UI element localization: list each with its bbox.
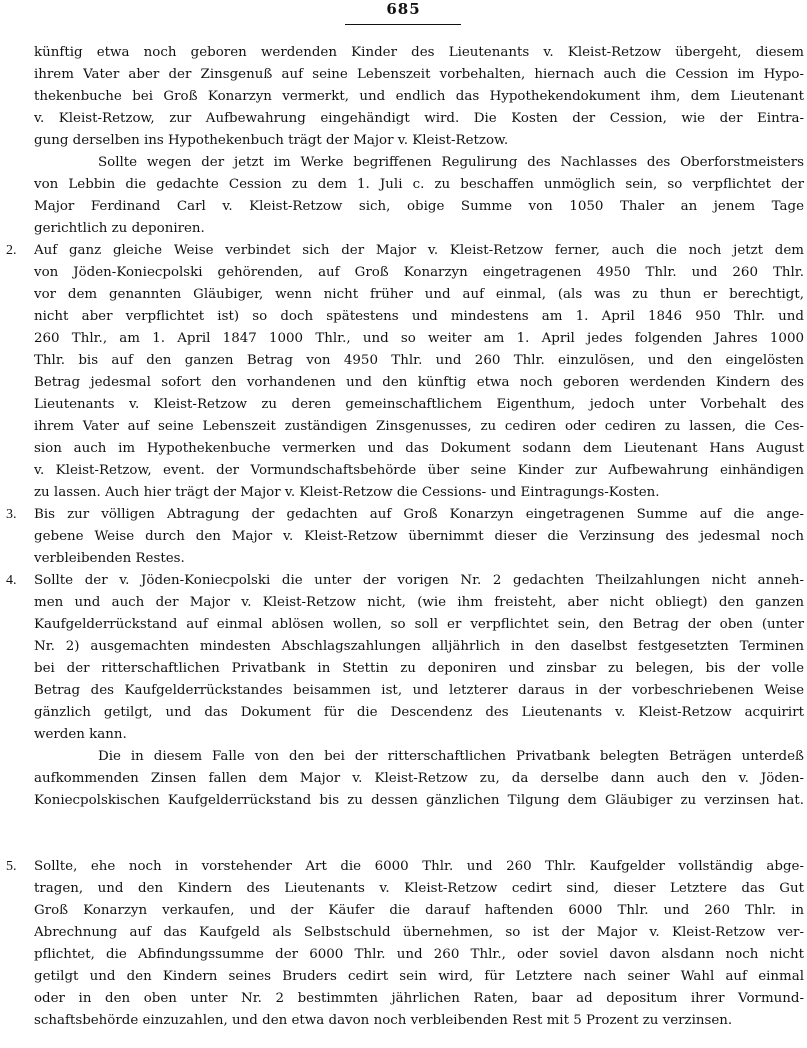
text-line: von Lebbin die gedachte Cession zu dem 1. Juli c. zu beschaffen unmöglich sein, so verpflichtet der (34, 177, 804, 192)
text-line: Lieutenants v. Kleist-Retzow zu deren gemeinschaftlichem Eigenthum, jedoch unter Vorbehalt des (34, 397, 804, 412)
page-number: 685 (386, 0, 421, 18)
text-line: ihrem Vater auf seine Lebenszeit zuständigen Zinsgenusses, zu cediren oder cediren zu lassen, die Ces- (34, 419, 804, 434)
text-line: gänzlich getilgt, und das Dokument für die Descendenz des Lieutenants v. Kleist-Retzow acquirirt (34, 705, 804, 720)
text-line: gerichtlich zu deponiren. (34, 221, 205, 236)
text-line: getilgt und den Kindern seines Bruders cedirt sein wird, für Letztere nach seiner Wahl auf einmal (34, 969, 804, 984)
text-line: bei der ritterschaftlichen Privatbank in Stettin zu deponiren und zinsbar zu belegen, bis der volle (34, 661, 804, 676)
text-line: 260 Thlr., am 1. April 1847 1000 Thlr., und so weiter am 1. April jedes folgenden Jahres 1000 (34, 331, 804, 346)
text-line: pflichtet, die Abfindungssumme der 6000 Thlr. und 260 Thlr., oder soviel davon alsdann noch nicht (34, 947, 804, 962)
text-line: oder in den oben unter Nr. 2 bestimmten jährlichen Raten, baar ad depositum ihrer Vormund- (34, 991, 804, 1006)
text-line: Betrag jedesmal sofort den vorhandenen und den künftig etwa noch geboren werdenden Kindern des (34, 375, 804, 390)
text-line: schaftsbehörde einzuzahlen, und den etwa davon noch verbleibenden Rest mit 5 Prozent zu verzinsen. (34, 1013, 733, 1028)
item-5-text (34, 856, 804, 1032)
text-line: ihrem Vater aber der Zinsgenuß auf seine Lebenszeit vorbehalten, hiernach auch die Cession im Hypo- (34, 67, 804, 82)
text-line: tragen, und den Kindern des Lieutenants v. Kleist-Retzow cedirt sind, dieser Letztere das Gut (34, 881, 804, 896)
text-line: Koniecpolskischen Kaufgelderrückstand bis zu dessen gänzlichen Tilgung dem Gläubiger zu verzinsen hat. (34, 793, 804, 808)
text-line: von Jöden-Koniecpolski gehörenden, auf Groß Konarzyn eingetragenen 4950 Thlr. und 260 Thlr. (34, 265, 804, 280)
paragraph-cession-end (34, 42, 804, 152)
text-line: verbleibenden Restes. (34, 551, 185, 566)
text-line: Bis zur völligen Abtragung der gedachten auf Groß Konarzyn eingetragenen Summe auf die ange- (34, 507, 804, 522)
text-line: Betrag des Kaufgelderrückstandes beisammen ist, und letzterer daraus in der vorbeschriebenen Weise (34, 683, 804, 698)
text-line: sion auch im Hypothekenbuche vermerken und das Dokument sodann dem Lieutenant Hans August (34, 441, 804, 456)
text-line: thekenbuche bei Groß Konarzyn vermerkt, und endlich das Hypothekendokument ihm, dem Lieutenant (34, 89, 804, 104)
header-rule (345, 24, 461, 25)
text-line: v. Kleist-Retzow, zur Aufbewahrung eingehändigt wird. Die Kosten der Cession, wie der Eintra- (34, 111, 804, 126)
text-line: Abrechnung auf das Kaufgeld als Selbstschuld übernehmen, so ist der Major v. Kleist-Retzow ver- (34, 925, 804, 940)
text-line: Sollte der v. Jöden-Koniecpolski die unter der vorigen Nr. 2 gedachten Theilzahlungen nicht anneh- (34, 573, 804, 588)
text-line: Groß Konarzyn verkaufen, und der Käufer die darauf haftenden 6000 Thlr. und 260 Thlr. in (34, 903, 804, 918)
item-number-5: 5. (6, 859, 17, 874)
item-number-2: 2. (6, 243, 17, 258)
item-2-text (34, 240, 804, 504)
text-line: Thlr. bis auf den ganzen Betrag von 4950 Thlr. und 260 Thlr. einzulösen, und den eingelösten (34, 353, 804, 368)
text-line: Sollte, ehe noch in vorstehender Art die 6000 Thlr. und 260 Thlr. Kaufgelder vollständig abge- (34, 859, 804, 874)
text-line: Auf ganz gleiche Weise verbindet sich der Major v. Kleist-Retzow ferner, auch die noch jetzt dem (34, 243, 804, 258)
item-4-text (34, 570, 804, 812)
text-line: men und auch der Major v. Kleist-Retzow nicht, (wie ihm freisteht, aber nicht obliegt) den ganzen (34, 595, 804, 610)
item-number-4: 4. (6, 573, 17, 588)
text-line: Kaufgelderrückstand auf einmal ablösen wollen, so soll er verpflichtet sein, den Betrag der oben (unter (34, 617, 804, 632)
text-line: zu lassen. Auch hier trägt der Major v. Kleist-Retzow die Cessions- und Eintragungs-Kosten. (34, 485, 660, 500)
text-line: vor dem genannten Gläubiger, wenn nicht früher und auf einmal, (als was zu thun er berechtigt, (34, 287, 804, 302)
item-3-text (34, 504, 804, 570)
text-line: Die in diesem Falle von den bei der ritterschaftlichen Privatbank belegten Beträgen unterdeß (98, 749, 804, 764)
text-line: nicht aber verpflichtet ist) so doch spätestens und mindestens am 1. April 1846 950 Thlr. und (34, 309, 804, 324)
text-line: v. Kleist-Retzow, event. der Vormundschaftsbehörde über seine Kinder zur Aufbewahrung einhändigen (34, 463, 804, 478)
text-line: Nr. 2) ausgemachten mindesten Abschlagszahlungen alljährlich in den daselbst festgesetzten Terminen (34, 639, 804, 654)
text-line: werden kann. (34, 727, 127, 742)
text-line: gung derselben ins Hypothekenbuch trägt der Major v. Kleist-Retzow. (34, 133, 509, 148)
text-line: Major Ferdinand Carl v. Kleist-Retzow sich, obige Summe von 1050 Thaler an jenem Tage (34, 199, 804, 214)
text-line: aufkommenden Zinsen fallen dem Major v. Kleist-Retzow zu, da derselbe dann auch den v. Jöden- (34, 771, 804, 786)
paragraph-deposit-condition (34, 152, 804, 240)
text-line: gebene Weise durch den Major v. Kleist-Retzow übernimmt dieser die Verzinsung des jedesmal noch (34, 529, 804, 544)
text-line: künftig etwa noch geboren werdenden Kinder des Lieutenants v. Kleist-Retzow übergeht, diesem (34, 45, 804, 60)
text-line: Sollte wegen der jetzt im Werke begriffenen Regulirung des Nachlasses des Oberforstmeisters (98, 155, 804, 170)
item-number-3: 3. (6, 507, 17, 522)
